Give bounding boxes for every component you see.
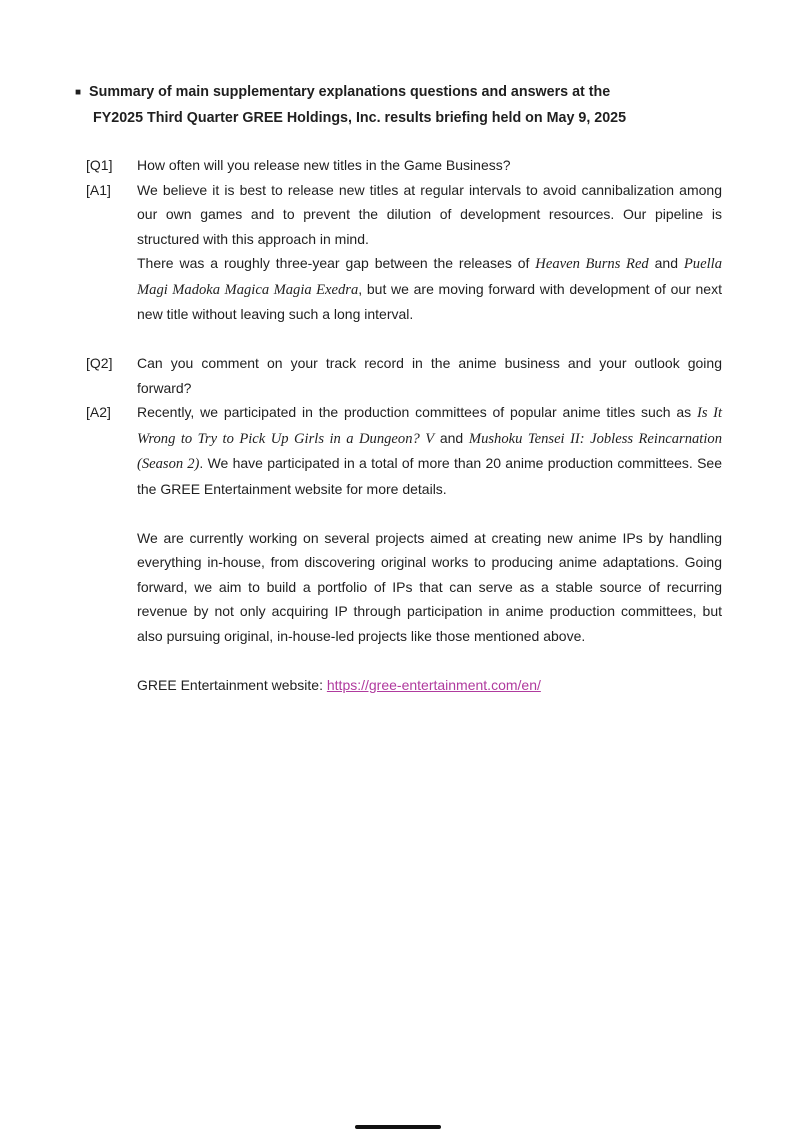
qa-paragraph bbox=[137, 153, 722, 178]
qa-content bbox=[137, 153, 722, 178]
qa-content bbox=[137, 351, 722, 400]
qa-row bbox=[86, 178, 722, 327]
italic-title: Heaven Burns Red bbox=[535, 256, 649, 272]
page-bottom-bar bbox=[355, 1125, 441, 1129]
qa-row bbox=[86, 153, 722, 178]
qa-list bbox=[86, 153, 722, 697]
qa-label: [Q1] bbox=[86, 157, 113, 173]
qa-row bbox=[86, 400, 722, 697]
qa-content bbox=[137, 178, 722, 327]
text-run: , but we are moving forward with development of our next new title without leaving such a long interval. bbox=[137, 280, 722, 322]
qa-paragraph bbox=[137, 673, 722, 698]
italic-title: Is It Wrong to Try to Pick Up Girls in a Dungeon? V bbox=[137, 405, 722, 447]
qa-paragraph bbox=[137, 251, 722, 327]
text-run: and bbox=[434, 429, 469, 446]
qa-paragraph bbox=[137, 178, 722, 252]
qa-label: [Q2] bbox=[86, 355, 113, 371]
text-run: . We have participated in a total of more than 20 anime production committees. See the GREE Entertainment website for more details. bbox=[137, 455, 723, 497]
text-run: GREE Entertainment website: bbox=[137, 676, 327, 693]
title-line-2: FY2025 Third Quarter GREE Holdings, Inc. results briefing held on May 9, 2025 bbox=[93, 109, 627, 126]
qa-content bbox=[137, 400, 722, 697]
text-run: There was a roughly three-year gap between the releases of bbox=[137, 255, 536, 271]
text-run: How often will you release new titles in the Game Business? bbox=[137, 157, 511, 173]
italic-title: Mushoku Tensei II: Jobless Reincarnation (Season 2) bbox=[137, 430, 722, 472]
qa-paragraph bbox=[137, 351, 722, 400]
text-run: We are currently working on several projects aimed at creating new anime IPs by handling everything in-house, from discovering original works to producing anime adaptations. Going forward, we aim to build a portfolio of IPs that can serve as a stable source of recurring revenue by not only acquiring IP through participation in anime production committees, but also pursuing original, in-house-led projects like those mentioned above. bbox=[137, 529, 722, 644]
gree-entertainment-link[interactable]: https://gree-entertainment.com/en/ bbox=[326, 676, 541, 693]
qa-row bbox=[86, 351, 722, 400]
title-line-1 bbox=[75, 80, 735, 106]
text-run: and bbox=[648, 255, 684, 271]
qa-paragraph bbox=[137, 526, 722, 649]
qa-label: [A1] bbox=[86, 181, 111, 198]
qa-paragraph bbox=[137, 400, 722, 501]
square-bullet-icon: ■ bbox=[75, 87, 82, 98]
title-line-1-text: Summary of main supplementary explanations questions and answers at the bbox=[89, 84, 611, 100]
text-run: Can you comment on your track record in the anime business and your outlook going forward? bbox=[137, 355, 722, 396]
italic-title: Puella Magi Madoka Magica Magia Exedra bbox=[137, 256, 722, 298]
document-title bbox=[75, 80, 735, 130]
text-run: Recently, we participated in the production committees of popular anime titles such as bbox=[137, 404, 697, 420]
qa-label: [A2] bbox=[86, 404, 111, 420]
text-run: We believe it is best to release new titles at regular intervals to avoid cannibalization among our own games and to prevent the dilution of development resources. Our pipeline is structured with this approach in mind. bbox=[137, 181, 722, 247]
